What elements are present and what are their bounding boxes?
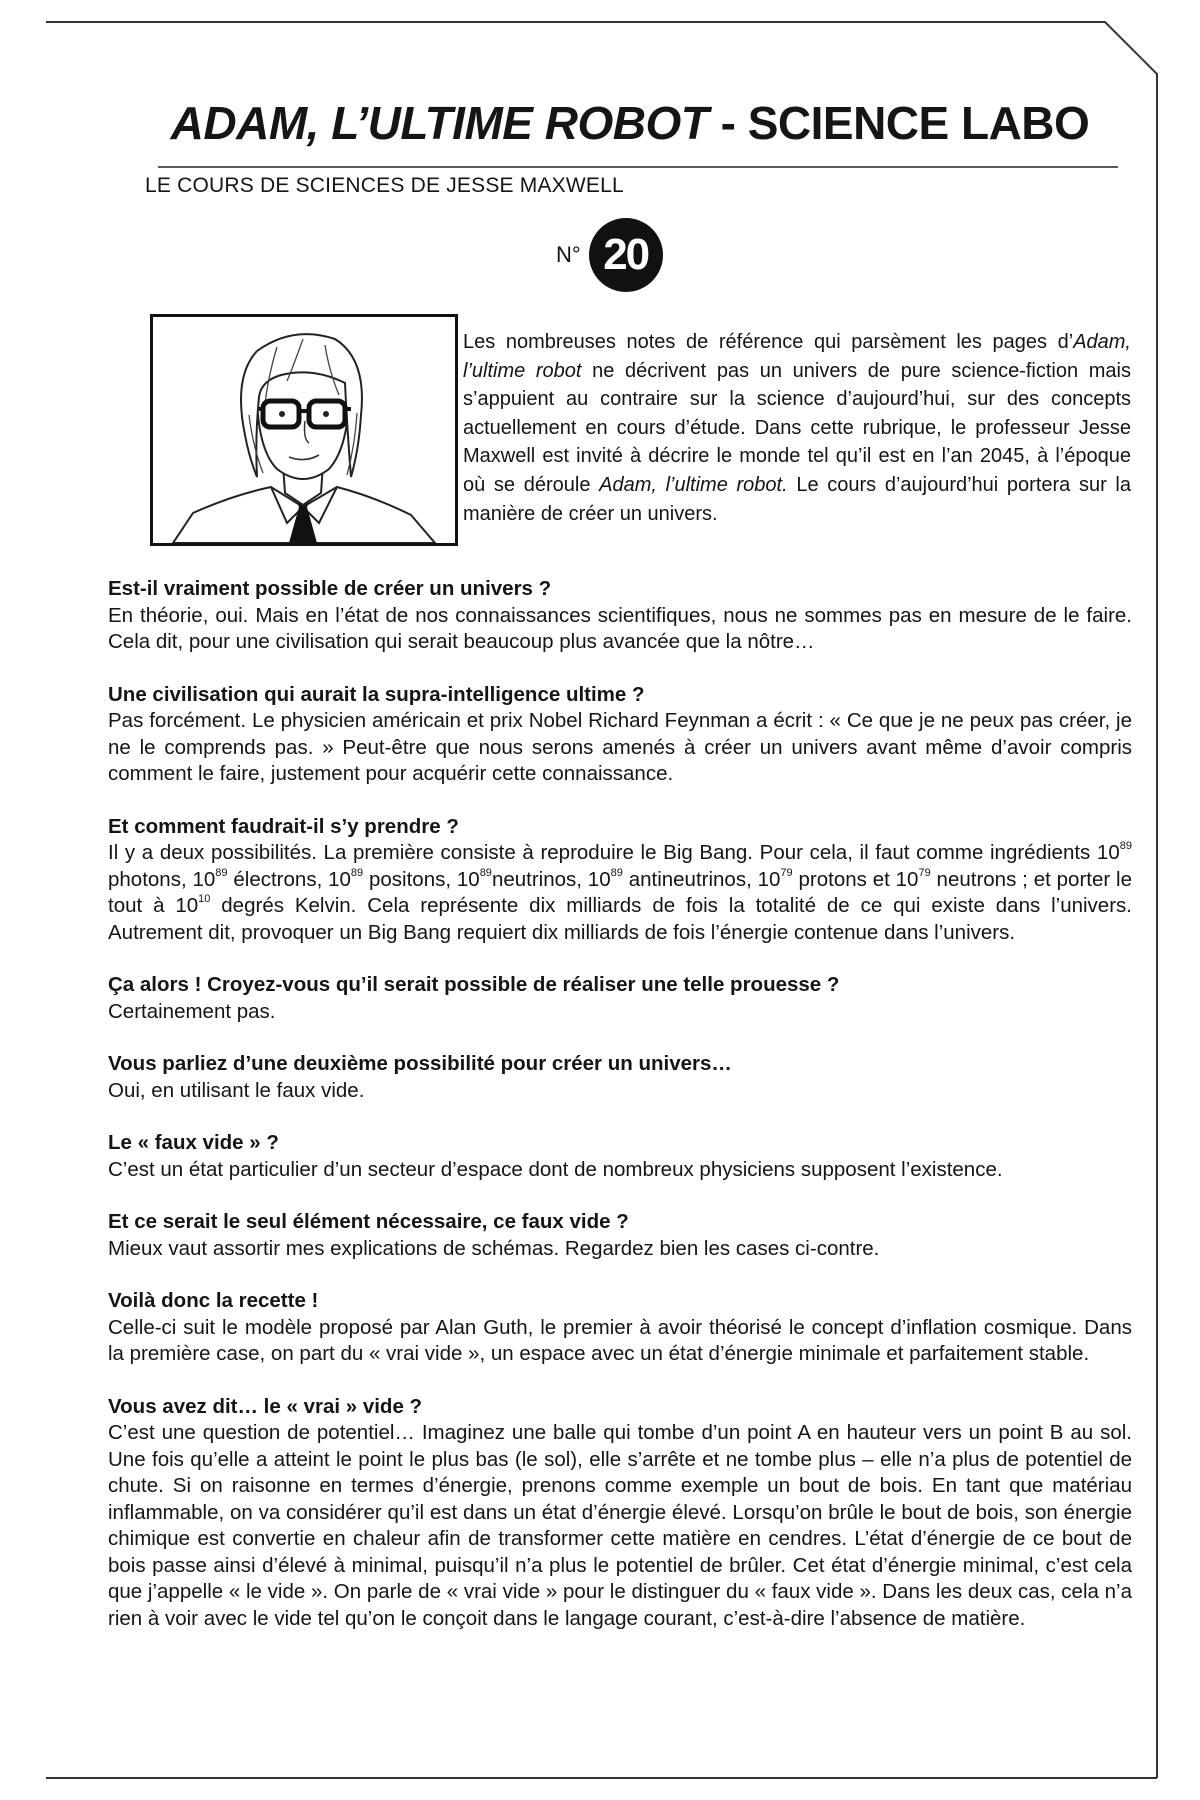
qa-question: Et ce serait le seul élément nécessaire, ce faux vide ? [108, 1210, 629, 1233]
qa-block [108, 576, 1132, 656]
exponent: 89 [479, 866, 492, 879]
qa-question: Voilà donc la recette ! [108, 1289, 319, 1312]
qa-answer: C’est une question de potentiel… Imaginez une balle qui tombe d’un point A en hauteur vers un point B au sol. Une fois qu’elle a atteint le point le plus bas (le sol), elle s’arrête et ne tombe plus – elle n’a plus de potentiel de chute. Si on raisonne en termes d’énergie, prenons comme exemple un bout de bois. En tant que matériau inflammable, on va considérer qu’il est dans un état d’énergie élevé. Lorsqu’on brûle le bout de bois, son énergie chimique est convertie en chaleur afin de transformer cette matière en cendres. L’état d’énergie de ce bout de bois passe ainsi d’élevé à minimal, puisqu’il n’a plus le potentiel de brûler. Cet état d’énergie minimal, c’est cela que j’appelle « le vide ». On parle de « vrai vide » pour le distinguer du « faux vide ». Dans les deux cas, cela n’a rien à voir avec le vide tel qu’on le conçoit dans le langage courant, c’est-à-dire l’absence de matière. [108, 1421, 1132, 1630]
exponent: 79 [780, 866, 793, 879]
answer-text: degrés Kelvin. Cela représente dix milliards de fois la totalité de ce qui existe dans l’univers. Autrement dit, provoquer un Big Bang requiert dix milliards de fois l’énergie contenue dans l’univers. [108, 894, 1132, 944]
issue-number-badge: 20 [589, 218, 663, 292]
qa-answer: Oui, en utilisant le faux vide. [108, 1078, 365, 1102]
answer-text: protons et 10 [792, 867, 919, 891]
qa-question: Le « faux vide » ? [108, 1131, 279, 1154]
qa-answer: En théorie, oui. Mais en l’état de nos connaissances scientifiques, nous ne sommes pas en mesure de le faire. Cela dit, pour une civilisation qui serait beaucoup plus avancée que la nôtre… [108, 603, 1132, 653]
qa-question: Est-il vraiment possible de créer un univers ? [108, 577, 552, 600]
qa-answer: C’est un état particulier d’un secteur d’espace dont de nombreux physiciens supposent l’existence. [108, 1157, 1003, 1181]
exponent: 79 [918, 866, 931, 879]
exponent: 89 [610, 866, 623, 879]
qa-answer: Celle-ci suit le modèle proposé par Alan Guth, le premier à avoir théorisé le concept d’inflation cosmique. Dans la première case, on part du « vrai vide », un espace avec un état d’énergie minimale et parfaitement stable. [108, 1315, 1132, 1365]
page-subtitle: LE COURS DE SCIENCES DE JESSE MAXWELL [145, 174, 624, 197]
qa-question: Ça alors ! Croyez-vous qu’il serait possible de réaliser une telle prouesse ? [108, 973, 840, 996]
exponent: 89 [350, 866, 364, 879]
answer-text: antineutrinos, 10 [622, 867, 781, 891]
page-title [70, 96, 1190, 150]
qa-block [108, 1394, 1132, 1633]
intro-title-ref-1: Adam, l’ultime robot [463, 331, 1131, 382]
page-title-italic: ADAM, L’ULTIME ROBOT [170, 97, 709, 149]
intro-paragraph [463, 328, 1131, 528]
answer-text: Il y a deux possibilités. La première consiste à reproduire le Big Bang. Pour cela, il faut comme ingrédients 10 [108, 841, 1120, 864]
qa-section [108, 576, 1132, 1658]
qa-block [108, 1051, 1132, 1104]
qa-question: Vous avez dit… le « vrai » vide ? [108, 1394, 423, 1418]
answer-text: positons, 10 [363, 867, 480, 891]
qa-answer: Mieux vaut assortir mes explications de schémas. Regardez bien les cases ci-contre. [108, 1236, 880, 1260]
qa-answer: Certainement pas. [108, 999, 276, 1023]
page-title-rest: - SCIENCE LABO [708, 97, 1090, 149]
qa-block [108, 1288, 1132, 1368]
qa-block [108, 972, 1132, 1025]
qa-block [108, 814, 1132, 947]
qa-block [108, 682, 1132, 788]
intro-text-3: Le cours d’aujourd’hui portera sur la manière de créer un univers. [463, 473, 1131, 525]
qa-question: Vous parliez d’une deuxième possibilité pour créer un univers… [108, 1052, 732, 1075]
intro-title-ref-2: Adam, l’ultime robot. [599, 473, 788, 496]
answer-text: électrons, 10 [227, 867, 351, 891]
answer-text: neutrinos, 10 [491, 867, 611, 891]
intro-text-2: ne décrivent pas un univers de pure science-fiction mais s’appuient au contraire sur la science d’aujourd’hui, sur des concepts actuellement en cours d’étude. Dans cette rubrique, le professeur Jesse Maxwell est invité à décrire le monde tel qu’il est en l’an 2045, à l’époque où se déroule [463, 359, 1131, 496]
issue-indicator [556, 218, 663, 292]
issue-label: N° [556, 242, 581, 267]
exponent: 10 [198, 893, 211, 906]
exponent: 89 [1119, 840, 1132, 853]
exponent: 89 [215, 866, 228, 879]
answer-text: photons, 10 [108, 867, 216, 891]
professor-illustration [153, 317, 455, 543]
qa-question: Et comment faudrait-il s’y prendre ? [108, 814, 459, 838]
professor-portrait [150, 314, 458, 546]
intro-text-1: Les nombreuses notes de référence qui parsèment les pages d’ [463, 331, 1074, 353]
qa-answer: Pas forcément. Le physicien américain et prix Nobel Richard Feynman a écrit : « Ce que je ne peux pas créer, je ne le comprends pas. » Peut-être que nous serons amenés à créer un univers avant même d’avoir compris comment le faire, justement pour acquérir cette connaissance. [108, 709, 1132, 785]
qa-question: Une civilisation qui aurait la supra-intelligence ultime ? [108, 682, 645, 706]
qa-block [108, 1209, 1132, 1262]
qa-block [108, 1130, 1132, 1183]
qa-answer-big-bang [108, 840, 1132, 946]
answer-text: neutrons ; et porter le tout à 10 [108, 867, 1132, 917]
